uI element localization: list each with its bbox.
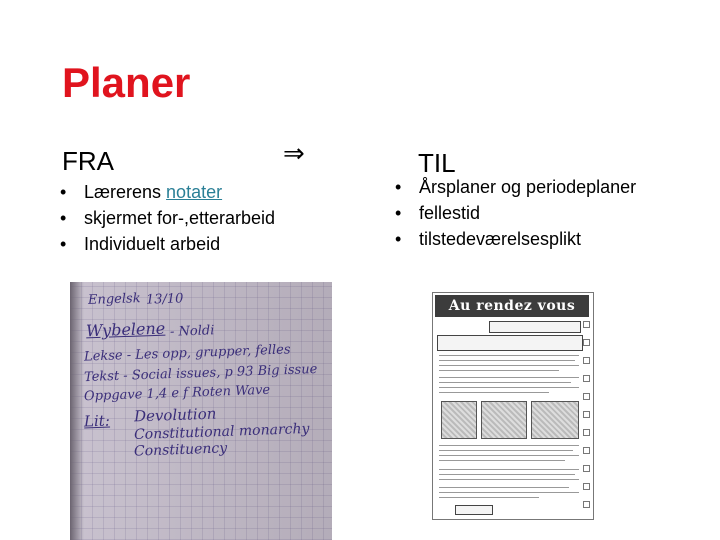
checkbox-icon xyxy=(583,411,590,418)
newsletter-text-line xyxy=(439,377,579,378)
newsletter-text-line xyxy=(439,392,549,393)
handwriting-line: Lit: xyxy=(83,411,111,431)
newsletter-picture xyxy=(531,401,579,439)
checkbox-icon xyxy=(583,501,590,508)
arrow-right-icon: ⇒ xyxy=(283,139,305,169)
to-item xyxy=(391,200,636,226)
checkbox-icon xyxy=(583,483,590,490)
checkbox-icon xyxy=(583,393,590,400)
handwriting-line: Constituency xyxy=(133,440,228,460)
newsletter-text-line xyxy=(439,355,579,356)
newsletter-text-line xyxy=(439,382,571,383)
newsletter-thumbnail xyxy=(432,292,594,520)
newsletter-text-line xyxy=(439,455,579,456)
handwriting-line: Devolution xyxy=(133,404,217,426)
newsletter-picture xyxy=(481,401,527,439)
checkbox-icon xyxy=(583,447,590,454)
handwriting-line: Lekse - Les opp, grupper, felles xyxy=(83,342,291,365)
checkbox-icon xyxy=(583,375,590,382)
to-item-text: fellestid xyxy=(419,203,481,223)
to-item xyxy=(391,174,636,200)
newsletter-text-line xyxy=(439,365,579,366)
from-list xyxy=(56,179,275,257)
newsletter-text-line xyxy=(439,460,565,461)
newsletter-checklist xyxy=(583,321,589,511)
handwriting-line: Engelsk xyxy=(87,291,141,308)
newsletter-text-line xyxy=(439,450,573,451)
newsletter-text-line xyxy=(439,487,569,488)
handwriting-line: Wybelene xyxy=(85,318,166,341)
newsletter-text-line xyxy=(439,360,575,361)
newsletter-header-box xyxy=(437,335,583,351)
handwriting-line: 13/10 xyxy=(145,291,184,308)
photo-shadow xyxy=(70,282,84,540)
notebook-photo xyxy=(70,282,332,540)
newsletter-text-line xyxy=(439,469,579,470)
checkbox-icon xyxy=(583,429,590,436)
handwriting-line: - Noldi xyxy=(169,323,215,340)
newsletter-text-line xyxy=(439,370,559,371)
newsletter-footer-box xyxy=(455,505,493,515)
notater-link[interactable]: notater xyxy=(166,182,223,202)
handwriting-line: Tekst - Social issues, p 93 Big issue xyxy=(83,361,318,386)
to-item-text: Årsplaner og periodeplaner xyxy=(419,177,637,197)
from-item xyxy=(56,231,275,257)
newsletter-banner: Au rendez vous xyxy=(435,295,589,317)
to-list xyxy=(391,174,636,252)
newsletter-text-line xyxy=(439,474,575,475)
checkbox-icon xyxy=(583,339,590,346)
newsletter-text-line xyxy=(439,492,579,493)
newsletter-text-line xyxy=(439,497,539,498)
to-heading: TIL xyxy=(418,148,456,178)
to-item xyxy=(391,226,636,252)
newsletter-intro-box xyxy=(489,321,581,333)
from-item xyxy=(56,179,275,205)
from-item-text: Individuelt arbeid xyxy=(84,234,221,254)
checkbox-icon xyxy=(583,357,590,364)
newsletter-text-line xyxy=(439,479,579,480)
slide-title: Planer xyxy=(62,59,191,106)
from-item-text: Lærerens xyxy=(84,182,167,202)
handwriting-line: Constitutional monarchy xyxy=(133,420,310,444)
newsletter-picture xyxy=(441,401,477,439)
to-item-text: tilstedeværelsesplikt xyxy=(419,229,582,249)
from-heading: FRA xyxy=(62,146,114,176)
checkbox-icon xyxy=(583,321,590,328)
checkbox-icon xyxy=(583,465,590,472)
newsletter-text-line xyxy=(439,445,579,446)
from-item xyxy=(56,205,275,231)
from-item-text: skjermet for-,etterarbeid xyxy=(84,208,276,228)
newsletter-text-line xyxy=(439,387,579,388)
handwriting-line: Oppgave 1,4 e f Roten Wave xyxy=(83,382,271,405)
